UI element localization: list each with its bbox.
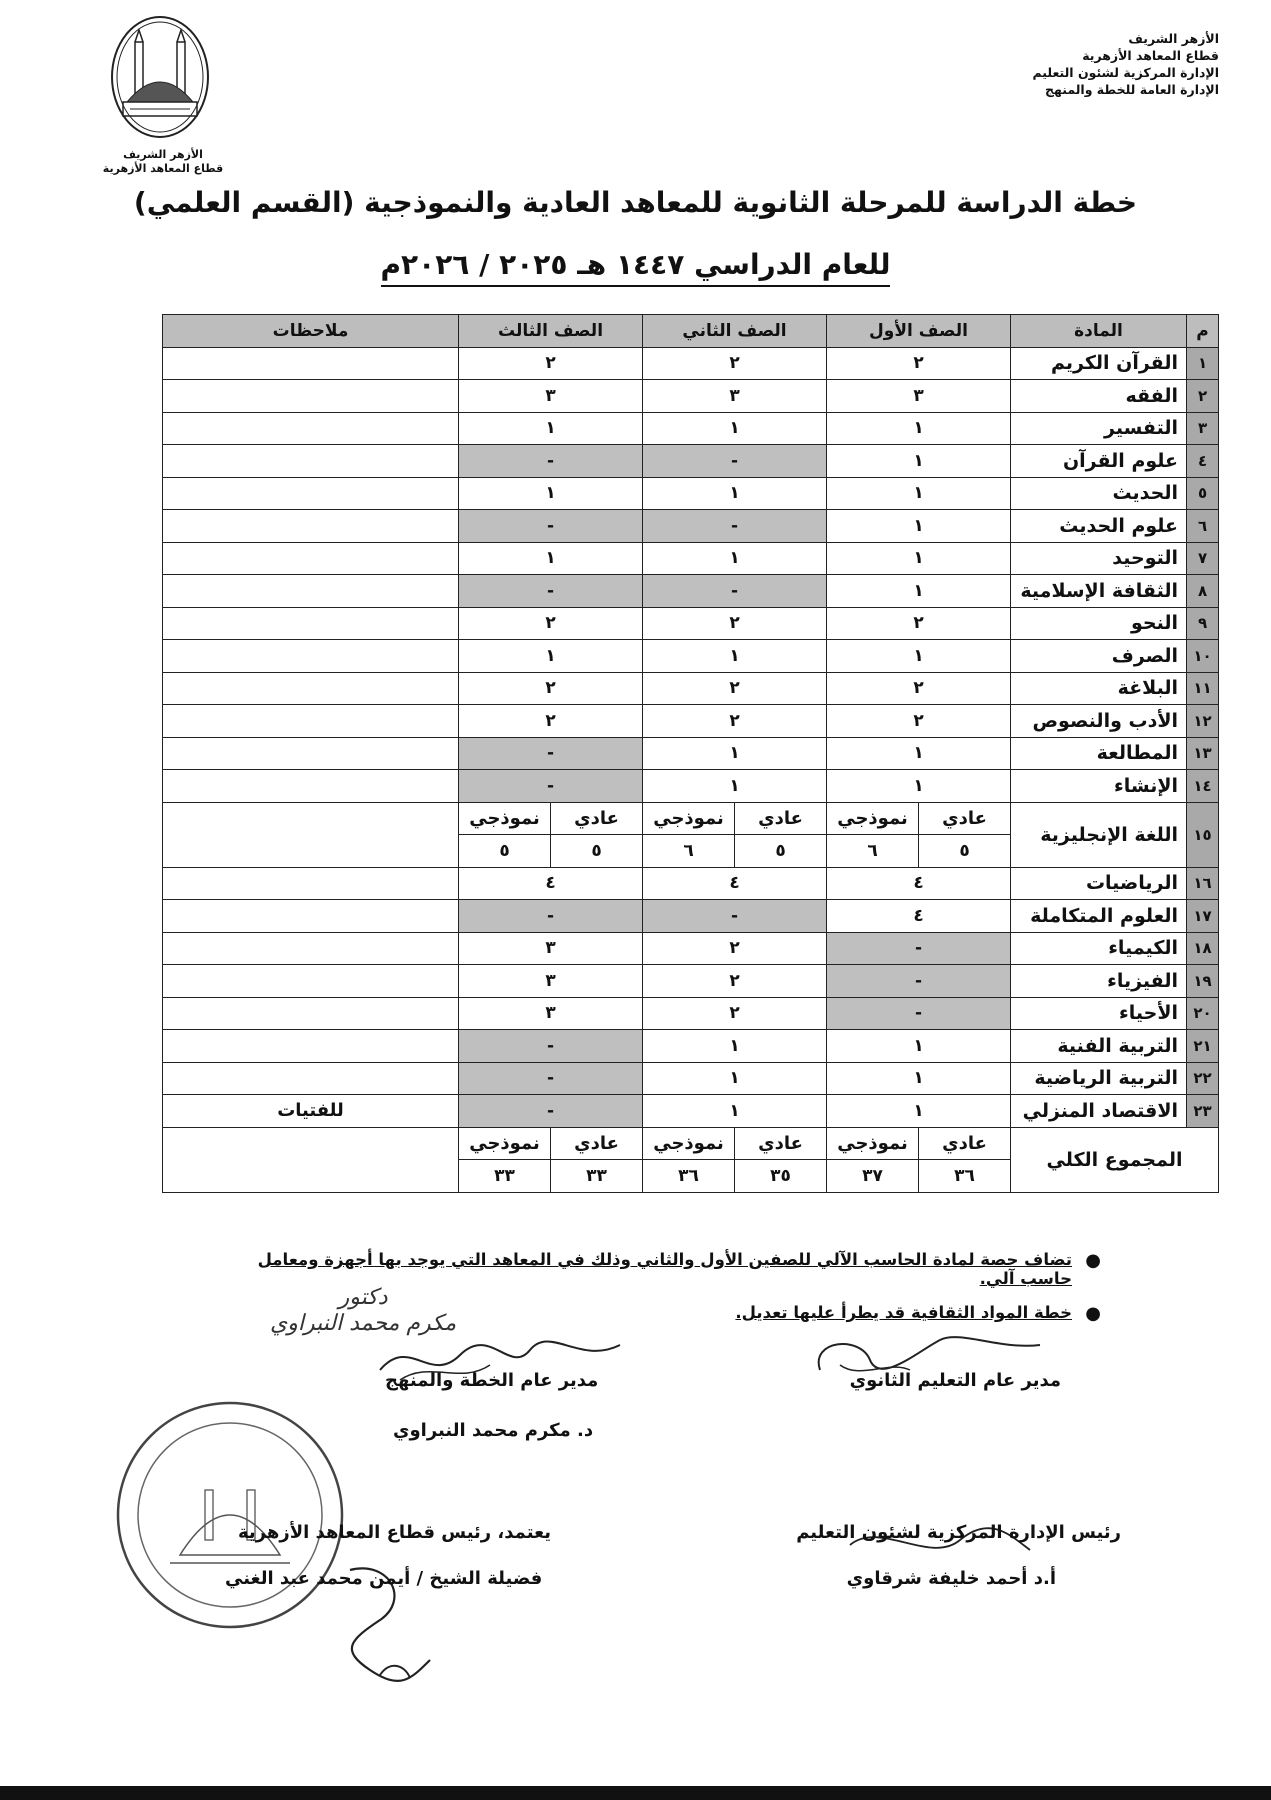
header-subject: المادة	[1011, 315, 1187, 348]
row-subject: التربية الرياضية	[1011, 1062, 1187, 1095]
note-text: خطة المواد الثقافية قد يطرأ عليها تعديل.	[735, 1303, 1072, 1322]
logo-line: الأزهر الشريف	[123, 148, 203, 161]
table-row	[163, 412, 1219, 445]
grade2-value: ١	[643, 737, 827, 770]
grade2-value: ٢	[643, 607, 827, 640]
official-stamp	[110, 1395, 350, 1635]
scan-edge-bar	[0, 1786, 1271, 1800]
row-number: ١٩	[1187, 965, 1219, 998]
grade3-value: ٣	[459, 932, 643, 965]
grade1-value: ٢	[827, 347, 1011, 380]
grade1-value: ١	[827, 1062, 1011, 1095]
header-notes: ملاحظات	[163, 315, 459, 348]
grade1-value: ٢	[827, 672, 1011, 705]
table-row-total-types	[163, 1127, 1219, 1160]
row-subject: التوحيد	[1011, 542, 1187, 575]
grade1-value: -	[827, 997, 1011, 1030]
row-number: ٩	[1187, 607, 1219, 640]
grade3-value: ١	[459, 640, 643, 673]
grade3-value: -	[459, 1062, 643, 1095]
grade1-value: ١	[827, 445, 1011, 478]
row-notes	[163, 705, 459, 738]
grade1-value: ١	[827, 737, 1011, 770]
row-notes	[163, 997, 459, 1030]
row-notes	[163, 542, 459, 575]
table-row	[163, 1095, 1219, 1128]
table-row	[163, 347, 1219, 380]
header-num: م	[1187, 315, 1219, 348]
table-row	[163, 575, 1219, 608]
grade2-value: ١	[643, 412, 827, 445]
plan-director-title: مدير عام الخطة والمنهج	[385, 1370, 599, 1391]
row-number: ٢٢	[1187, 1062, 1219, 1095]
row-notes	[163, 965, 459, 998]
grade3-value: ٢	[459, 672, 643, 705]
type-model: نموذجي	[643, 802, 735, 835]
grade3-value: ٢	[459, 705, 643, 738]
row-number: ١٦	[1187, 867, 1219, 900]
grade2-value: ١	[643, 640, 827, 673]
grade3-value: ١	[459, 412, 643, 445]
cell-value: ٦	[643, 835, 735, 868]
secondary-education-director-title: مدير عام التعليم الثانوي	[849, 1370, 1061, 1391]
row-subject: الأحياء	[1011, 997, 1187, 1030]
table-row	[163, 705, 1219, 738]
row-number: ٣	[1187, 412, 1219, 445]
grade1-value: ٤	[827, 867, 1011, 900]
bullet-icon: ●	[1085, 1303, 1101, 1324]
table-row	[163, 867, 1219, 900]
total-value: ٣٧	[827, 1160, 919, 1193]
row-number: ٨	[1187, 575, 1219, 608]
table-header-row	[163, 315, 1219, 348]
handwritten-line: مكرم محمد النبراوي	[270, 1311, 457, 1336]
bullet-icon: ●	[1085, 1250, 1101, 1271]
note-text: تضاف حصة لمادة الحاسب الآلي للصفين الأول والثاني وذلك في المعاهد التي يوجد بها أجهزة ومعامل حاسب آلي.	[257, 1250, 1072, 1288]
row-subject: الأدب والنصوص	[1011, 705, 1187, 738]
row-subject: القرآن الكريم	[1011, 347, 1187, 380]
row-notes	[163, 770, 459, 803]
table-body-science	[163, 867, 1219, 1127]
grade1-value: ١	[827, 1095, 1011, 1128]
document-title: خطة الدراسة للمرحلة الثانوية للمعاهد العادية والنموذجية (القسم العلمي)	[133, 186, 1138, 219]
grade3-value: ١	[459, 542, 643, 575]
grade3-value: -	[459, 575, 643, 608]
row-number: ١٣	[1187, 737, 1219, 770]
table-row	[163, 607, 1219, 640]
study-plan-table	[162, 314, 1219, 1193]
row-number: ٥	[1187, 477, 1219, 510]
row-number: ٢٣	[1187, 1095, 1219, 1128]
document-subtitle: للعام الدراسي ١٤٤٧ هـ ٢٠٢٥ / ٢٠٢٦م	[381, 248, 891, 287]
grade2-value: ٢	[643, 347, 827, 380]
total-value: ٣٦	[643, 1160, 735, 1193]
table-row	[163, 672, 1219, 705]
grade1-value: ١	[827, 1030, 1011, 1063]
type-regular: عادي	[735, 1127, 827, 1160]
grade2-value: ١	[643, 477, 827, 510]
row-number: ٢١	[1187, 1030, 1219, 1063]
grade2-value: ٢	[643, 997, 827, 1030]
grade1-value: ١	[827, 542, 1011, 575]
type-regular: عادي	[735, 802, 827, 835]
org-line: الأزهر الشريف	[1128, 31, 1219, 46]
org-line: قطاع المعاهد الأزهرية	[1082, 48, 1219, 63]
logo-line: قطاع المعاهد الأزهرية	[102, 162, 224, 175]
cell-value: ٥	[919, 835, 1011, 868]
row-subject: الثقافة الإسلامية	[1011, 575, 1187, 608]
total-value: ٣٦	[919, 1160, 1011, 1193]
row-number: ١٨	[1187, 932, 1219, 965]
grade1-value: -	[827, 932, 1011, 965]
type-regular: عادي	[551, 1127, 643, 1160]
org-line: الإدارة العامة للخطة والمنهج	[1044, 82, 1219, 97]
grade1-value: ٢	[827, 607, 1011, 640]
row-subject: الاقتصاد المنزلي	[1011, 1095, 1187, 1128]
row-subject: الفيزياء	[1011, 965, 1187, 998]
grade2-value: -	[643, 900, 827, 933]
grade2-value: ١	[643, 542, 827, 575]
grade1-value: ١	[827, 575, 1011, 608]
type-model: نموذجي	[827, 1127, 919, 1160]
row-subject: البلاغة	[1011, 672, 1187, 705]
row-notes: للفتيات	[163, 1095, 459, 1128]
table-row	[163, 477, 1219, 510]
grade3-value: -	[459, 510, 643, 543]
row-notes	[163, 347, 459, 380]
grade3-value: -	[459, 737, 643, 770]
document-subtitle-wrapper	[0, 248, 1271, 281]
row-subject: اللغة الإنجليزية	[1011, 802, 1187, 867]
grade2-value: -	[643, 445, 827, 478]
row-subject: التفسير	[1011, 412, 1187, 445]
row-notes	[163, 1030, 459, 1063]
organization-header	[919, 30, 1219, 98]
type-model: نموذجي	[643, 1127, 735, 1160]
grade3-value: -	[459, 445, 643, 478]
table-row	[163, 965, 1219, 998]
grade1-value: ١	[827, 412, 1011, 445]
grade3-value: ١	[459, 477, 643, 510]
table-row	[163, 445, 1219, 478]
grade2-value: -	[643, 510, 827, 543]
row-notes	[163, 900, 459, 933]
row-subject: علوم القرآن	[1011, 445, 1187, 478]
plan-director-name: د. مكرم محمد النبراوي	[393, 1420, 594, 1441]
grade1-value: ٣	[827, 380, 1011, 413]
grade3-value: -	[459, 770, 643, 803]
row-subject: المطالعة	[1011, 737, 1187, 770]
grade3-value: -	[459, 1030, 643, 1063]
logo-caption	[88, 148, 238, 176]
grade3-value: ٣	[459, 965, 643, 998]
table-row	[163, 737, 1219, 770]
header-grade2: الصف الثاني	[643, 315, 827, 348]
total-value: ٣٣	[551, 1160, 643, 1193]
grade2-value: ٤	[643, 867, 827, 900]
grade2-value: ١	[643, 1062, 827, 1095]
row-notes	[163, 932, 459, 965]
row-number: ١	[1187, 347, 1219, 380]
sector-head-title: يعتمد، رئيس قطاع المعاهد الأزهرية	[238, 1522, 552, 1543]
grade2-value: -	[643, 575, 827, 608]
cell-value: ٥	[735, 835, 827, 868]
cell-value: ٥	[551, 835, 643, 868]
grade3-value: ٢	[459, 607, 643, 640]
row-number: ١٥	[1187, 802, 1219, 867]
type-regular: عادي	[919, 1127, 1011, 1160]
row-notes	[163, 380, 459, 413]
cell-value: ٦	[827, 835, 919, 868]
row-number: ٧	[1187, 542, 1219, 575]
row-subject: العلوم المتكاملة	[1011, 900, 1187, 933]
table-row-english-types	[163, 802, 1219, 835]
type-regular: عادي	[919, 802, 1011, 835]
row-subject: الكيمياء	[1011, 932, 1187, 965]
row-subject: الحديث	[1011, 477, 1187, 510]
grade1-value: ١	[827, 770, 1011, 803]
grade2-value: ١	[643, 1030, 827, 1063]
row-number: ٢٠	[1187, 997, 1219, 1030]
row-notes	[163, 445, 459, 478]
header-grade1: الصف الأول	[827, 315, 1011, 348]
table-row	[163, 510, 1219, 543]
table-body-english	[163, 802, 1219, 867]
row-number: ١١	[1187, 672, 1219, 705]
row-notes	[163, 575, 459, 608]
grade1-value: ١	[827, 510, 1011, 543]
grade3-value: ٣	[459, 997, 643, 1030]
row-notes	[163, 477, 459, 510]
table-row	[163, 997, 1219, 1030]
grade3-value: ٣	[459, 380, 643, 413]
grade1-value: -	[827, 965, 1011, 998]
cell-value: ٥	[459, 835, 551, 868]
row-notes	[163, 1127, 459, 1192]
type-model: نموذجي	[827, 802, 919, 835]
row-notes	[163, 510, 459, 543]
grade1-value: ٤	[827, 900, 1011, 933]
row-notes	[163, 640, 459, 673]
type-model: نموذجي	[459, 1127, 551, 1160]
note-item	[206, 1250, 1106, 1288]
row-subject: الرياضيات	[1011, 867, 1187, 900]
total-value: ٣٥	[735, 1160, 827, 1193]
grade2-value: ١	[643, 770, 827, 803]
grade3-value: -	[459, 900, 643, 933]
grade1-value: ١	[827, 640, 1011, 673]
grade3-value: ٤	[459, 867, 643, 900]
grade2-value: ٢	[643, 932, 827, 965]
row-notes	[163, 867, 459, 900]
grade1-value: ١	[827, 477, 1011, 510]
total-value: ٣٣	[459, 1160, 551, 1193]
grade2-value: ١	[643, 1095, 827, 1128]
table-row	[163, 1062, 1219, 1095]
row-number: ٤	[1187, 445, 1219, 478]
handwritten-line: دكتور	[338, 1285, 388, 1310]
sector-head-name: فضيلة الشيخ / أيمن محمد عبد الغني	[225, 1568, 543, 1589]
row-number: ٦	[1187, 510, 1219, 543]
row-subject: الفقه	[1011, 380, 1187, 413]
table-body-religious	[163, 347, 1219, 802]
table-row	[163, 1030, 1219, 1063]
type-model: نموذجي	[459, 802, 551, 835]
grade3-value: ٢	[459, 347, 643, 380]
table-body-total	[163, 1127, 1219, 1192]
row-notes	[163, 1062, 459, 1095]
row-subject: الصرف	[1011, 640, 1187, 673]
row-subject: علوم الحديث	[1011, 510, 1187, 543]
row-subject: النحو	[1011, 607, 1187, 640]
row-notes	[163, 412, 459, 445]
row-number: ١٢	[1187, 705, 1219, 738]
row-notes	[163, 802, 459, 867]
grade2-value: ٢	[643, 965, 827, 998]
total-label: المجموع الكلي	[1011, 1127, 1219, 1192]
row-notes	[163, 607, 459, 640]
grade2-value: ٣	[643, 380, 827, 413]
row-notes	[163, 737, 459, 770]
row-notes	[163, 672, 459, 705]
table-row	[163, 770, 1219, 803]
table-row	[163, 932, 1219, 965]
table-row	[163, 900, 1219, 933]
table-row	[163, 640, 1219, 673]
grade3-value: -	[459, 1095, 643, 1128]
row-number: ٢	[1187, 380, 1219, 413]
row-subject: التربية الفنية	[1011, 1030, 1187, 1063]
grade1-value: ٢	[827, 705, 1011, 738]
type-regular: عادي	[551, 802, 643, 835]
header-grade3: الصف الثالث	[459, 315, 643, 348]
central-admin-head-title: رئيس الإدارة المركزية لشئون التعليم	[796, 1522, 1121, 1543]
azhar-logo	[105, 12, 215, 142]
table-row	[163, 542, 1219, 575]
grade2-value: ٢	[643, 672, 827, 705]
row-number: ١٤	[1187, 770, 1219, 803]
row-subject: الإنشاء	[1011, 770, 1187, 803]
grade2-value: ٢	[643, 705, 827, 738]
table-row	[163, 380, 1219, 413]
row-number: ١٧	[1187, 900, 1219, 933]
org-line: الإدارة المركزية لشئون التعليم	[1032, 65, 1219, 80]
central-admin-head-name: أ.د أحمد خليفة شرقاوي	[846, 1568, 1056, 1589]
row-number: ١٠	[1187, 640, 1219, 673]
